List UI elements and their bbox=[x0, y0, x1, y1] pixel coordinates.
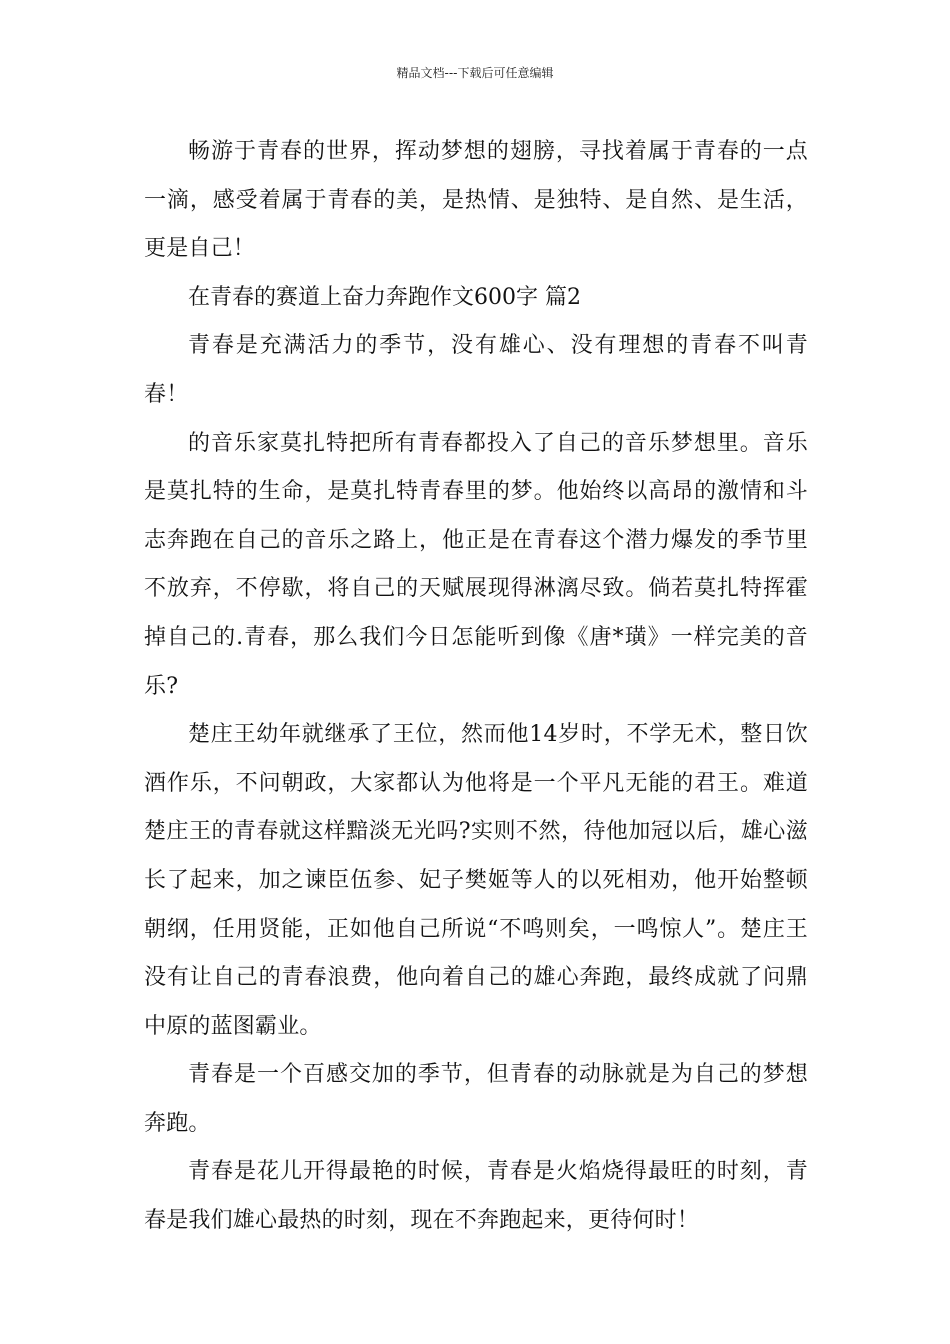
paragraph-king-zhuang: 楚庄王幼年就继承了王位，然而他14岁时，不学无术，整日饮酒作乐，不问朝政，大家都认为他将是一个平凡无能的君王。难道楚庄王的青春就这样黯淡无光吗?实则不然，待他加冠以后，雄心滋长了起来，加之谏臣伍参、妃子樊姬等人的以死相劝，他开始整顿朝纲，任用贤能，正如他自己所说“不鸣则矣，一鸣惊人”。楚庄王没有让自己的青春浪费，他向着自己的雄心奔跑，最终成就了问鼎中原的蓝图霸业。 bbox=[144, 722, 808, 1039]
paragraph-intro-ending: 畅游于青春的世界，挥动梦想的翅膀，寻找着属于青春的一点一滴，感受着属于青春的美，是热情、是独特、是自然、是生活，更是自己！ bbox=[144, 139, 808, 262]
paragraph-mozart: 的音乐家莫扎特把所有青春都投入了自己的音乐梦想里。音乐是莫扎特的生命，是莫扎特青春里的梦。他始终以高昂的激情和斗志奔跑在自己的音乐之路上，他正是在青春这个潜力爆发的季节里不放弃，不停歇，将自己的天赋展现得淋漓尽致。倘若莫扎特挥霍掉自己的.青春，那么我们今日怎能听到像《唐*璜》一样完美的音乐? bbox=[144, 430, 808, 699]
article-body bbox=[144, 128, 808, 1246]
paragraph-youth-pulse: 青春是一个百感交加的季节，但青春的动脉就是为自己的梦想奔跑。 bbox=[144, 1062, 808, 1136]
article-title: 在青春的赛道上奋力奔跑作文600字 篇2 bbox=[188, 284, 581, 310]
paragraph-conclusion: 青春是花儿开得最艳的时候，青春是火焰烧得最旺的时刻，青春是我们雄心最热的时刻，现在不奔跑起来，更待何时！ bbox=[144, 1159, 808, 1234]
paragraph-youth-energy: 青春是充满活力的季节，没有雄心、没有理想的青春不叫青春！ bbox=[144, 333, 808, 407]
header-note: 精品文档---下载后可任意编辑 bbox=[396, 66, 554, 80]
